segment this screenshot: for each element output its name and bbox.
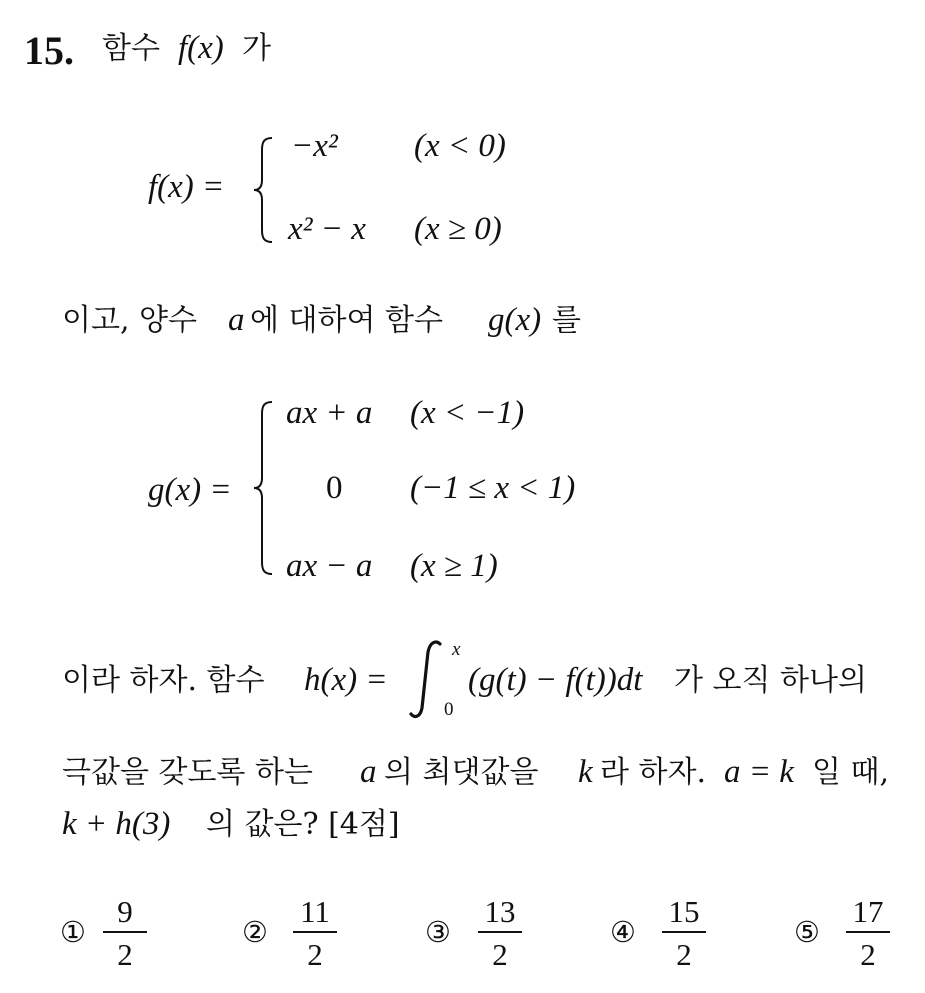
integral-sign	[408, 638, 448, 720]
choice-3-denominator: 2	[492, 937, 508, 972]
question-number: 15.	[24, 28, 74, 73]
g-case1-expr: ax + a	[286, 395, 373, 431]
choice-5-fraction-bar	[846, 931, 890, 933]
integral-lower-limit: 0	[444, 699, 454, 720]
line2-func-g: g(x)	[488, 302, 542, 338]
choice-5-numerator: 17	[852, 894, 884, 929]
choice-4-fraction-bar	[662, 931, 706, 933]
choice-2-denominator: 2	[307, 937, 323, 972]
choice-2-numerator: 11	[300, 894, 330, 929]
intro-josa: 가	[242, 31, 271, 66]
line4-text-1: 극값을 갖도록 하는	[62, 755, 313, 790]
choice-3-fraction[interactable]	[478, 896, 522, 970]
f-case1-expr: −x²	[291, 128, 338, 164]
integral-upper-limit: x	[452, 639, 461, 660]
choice-1-fraction-bar	[103, 931, 147, 933]
choice-2-mark[interactable]: ②	[242, 915, 268, 949]
choice-1-mark[interactable]: ①	[60, 915, 86, 949]
g-case3-expr: ax − a	[286, 548, 373, 584]
line5-text: 의 값은? [4점]	[206, 807, 400, 842]
g-lhs: g(x) =	[148, 472, 232, 508]
g-case2-cond: (−1 ≤ x < 1)	[410, 470, 576, 506]
line5-expression: k + h(3)	[62, 806, 171, 842]
choice-2-fraction[interactable]	[293, 896, 337, 970]
f-lhs: f(x) =	[148, 169, 225, 205]
choice-4-fraction[interactable]	[662, 896, 706, 970]
choice-3-fraction-bar	[478, 931, 522, 933]
choice-2-fraction-bar	[293, 931, 337, 933]
line2-text-2: 에 대하여 함수	[250, 303, 443, 338]
line4-text-4: 일 때,	[812, 755, 890, 790]
line4-var-k: k	[578, 754, 593, 790]
f-left-brace	[252, 136, 276, 244]
choice-3-mark[interactable]: ③	[425, 915, 451, 949]
intro-text: 함수	[102, 31, 160, 66]
integrand: (g(t) − f(t))dt	[468, 662, 643, 698]
line3-text-2: 가 오직 하나의	[674, 663, 867, 698]
choice-1-numerator: 9	[117, 894, 133, 929]
choice-1-denominator: 2	[117, 937, 133, 972]
line4-condition: a = k	[724, 754, 794, 790]
g-case1-cond: (x < −1)	[410, 395, 525, 431]
line4-text-3: 라 하자.	[600, 755, 707, 790]
f-case2-expr: x² − x	[288, 211, 366, 247]
choice-3-numerator: 13	[484, 894, 516, 929]
line2-var-a: a	[228, 302, 245, 338]
line2-text-1: 이고, 양수	[62, 303, 197, 338]
choice-5-fraction[interactable]	[846, 896, 890, 970]
choice-4-denominator: 2	[676, 937, 692, 972]
line2-text-3: 를	[552, 303, 581, 338]
line4-text-2: 의 최댓값을	[384, 755, 539, 790]
g-left-brace	[252, 400, 276, 576]
choice-4-mark[interactable]: ④	[610, 915, 636, 949]
line3-text-1: 이라 하자. 함수	[62, 663, 265, 698]
line4-var-a: a	[360, 754, 377, 790]
f-case2-cond: (x ≥ 0)	[414, 211, 502, 247]
choice-1-fraction[interactable]	[103, 896, 147, 970]
choice-5-denominator: 2	[860, 937, 876, 972]
f-case1-cond: (x < 0)	[414, 128, 506, 164]
g-case3-cond: (x ≥ 1)	[410, 548, 498, 584]
choice-5-mark[interactable]: ⑤	[794, 915, 820, 949]
choice-4-numerator: 15	[668, 894, 700, 929]
g-case2-expr: 0	[326, 470, 343, 506]
h-lhs: h(x) =	[304, 662, 388, 698]
intro-function: f(x)	[178, 30, 224, 66]
